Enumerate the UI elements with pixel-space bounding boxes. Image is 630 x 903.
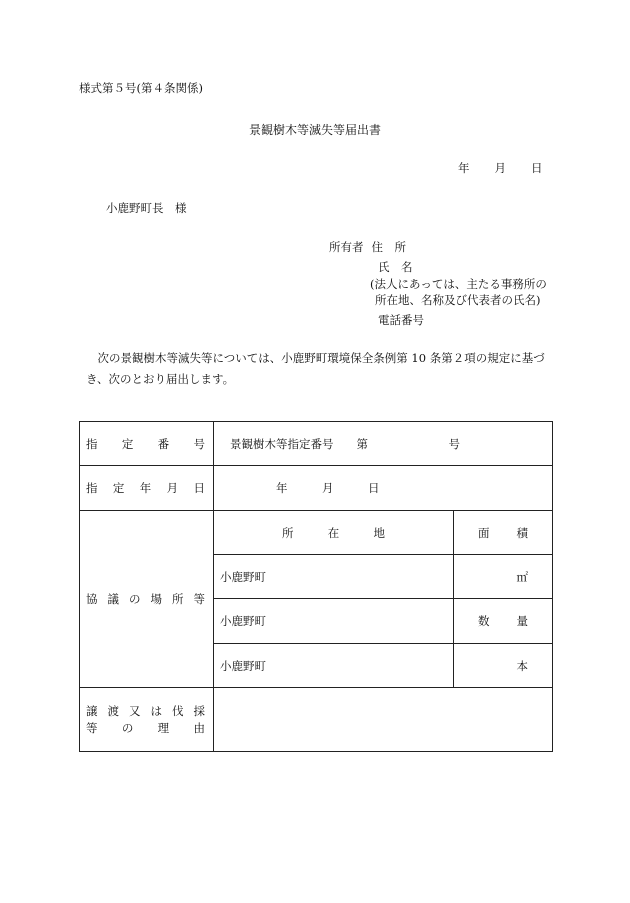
- table-row-designation-number: [80, 422, 553, 466]
- body-text: 次の景観樹木等滅失等については、小鹿野町環境保全条例第 10 条第２項の規定に基づき、次のとおり届出します。: [86, 351, 545, 386]
- corporate-note-line1: (法人にあっては、主たる事務所の: [370, 277, 547, 291]
- designation-date-value[interactable]: 年 月 日: [214, 466, 553, 511]
- table-row-designation-date: [80, 466, 553, 511]
- corporate-note-line2: 所在地、名称及び代表者の氏名): [375, 293, 541, 307]
- owner-label: 所有者: [329, 240, 364, 254]
- area-unit[interactable]: ㎡: [454, 555, 553, 599]
- date-day: 日: [531, 161, 543, 175]
- owner-address-line: [329, 239, 406, 255]
- designation-number-value[interactable]: 景観樹木等指定番号 第 号: [214, 422, 553, 466]
- quantity-column-header: 数 量: [454, 599, 553, 644]
- address-label: 住 所: [371, 240, 406, 254]
- location-column-header: 所 在 地: [214, 511, 454, 555]
- area-column-header: 面 積: [454, 511, 553, 555]
- quantity-unit[interactable]: 本: [454, 644, 553, 688]
- location-1[interactable]: 小鹿野町: [214, 555, 454, 599]
- table-row-reason: [80, 688, 553, 752]
- addressee: 小鹿野町長 様: [106, 201, 187, 215]
- location-3[interactable]: 小鹿野町: [214, 644, 454, 688]
- name-label: 氏 名: [378, 260, 413, 274]
- phone-label: 電話番号: [378, 313, 424, 327]
- reason-label: 譲 渡 又 は 伐 採 等 の 理 由: [80, 688, 214, 752]
- date-line: [458, 160, 543, 176]
- table-row-location-header: [80, 511, 553, 555]
- reason-value[interactable]: [214, 688, 553, 752]
- form-number: 様式第５号(第４条関係): [79, 81, 203, 95]
- consultation-location-label: 協 議 の 場 所 等: [80, 511, 214, 688]
- designation-date-label: 指 定 年 月 日: [80, 466, 214, 511]
- notification-table: [79, 421, 553, 752]
- date-year: 年: [458, 161, 470, 175]
- date-month: 月: [494, 161, 506, 175]
- location-2[interactable]: 小鹿野町: [214, 599, 454, 644]
- document-title: 景観樹木等滅失等届出書: [248, 123, 381, 137]
- designation-number-label: 指 定 番 号: [80, 422, 214, 466]
